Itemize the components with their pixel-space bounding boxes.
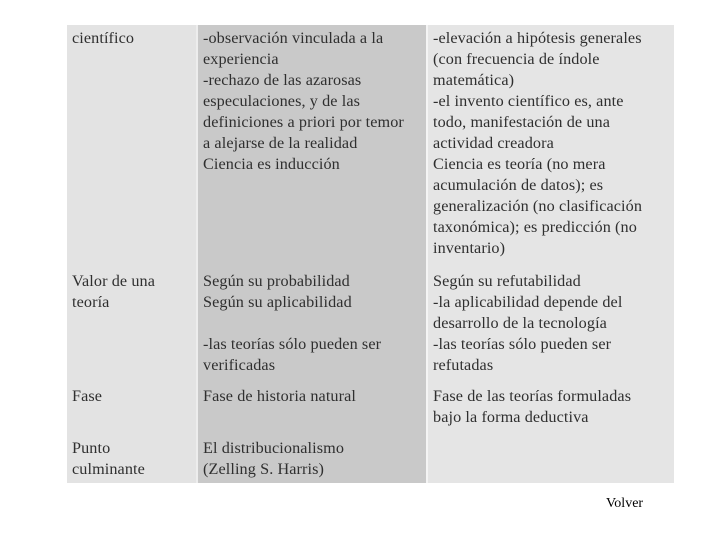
row-label: científico bbox=[72, 29, 135, 47]
row-label: culminante bbox=[72, 460, 145, 478]
table-row-cientifico bbox=[67, 25, 674, 259]
cell-line: Según su probabilidad bbox=[203, 272, 350, 290]
inductive-column-cell bbox=[197, 259, 427, 376]
row-label-cell bbox=[67, 376, 197, 428]
cell-line: -la aplicabilidad depende del bbox=[433, 293, 623, 311]
inductive-column-cell bbox=[197, 25, 427, 259]
back-link[interactable]: Volver bbox=[606, 496, 644, 511]
deductive-column-cell bbox=[427, 376, 674, 428]
row-label-cell bbox=[67, 428, 197, 483]
row-label: Fase bbox=[72, 387, 103, 405]
cell-line: actividad creadora bbox=[433, 134, 554, 152]
cell-line: experiencia bbox=[203, 50, 279, 68]
cell-line: taxonómica); es predicción (no bbox=[433, 218, 637, 236]
cell-line: especulaciones, y de las bbox=[203, 92, 361, 110]
cell-line: definiciones a priori por temor bbox=[203, 113, 404, 131]
blank-line bbox=[203, 313, 426, 334]
deductive-column-cell bbox=[427, 428, 674, 483]
cell-line: -las teorías sólo pueden ser bbox=[203, 335, 382, 353]
deductive-column-cell bbox=[427, 259, 674, 376]
comparison-table bbox=[67, 25, 674, 483]
comparison-table-image bbox=[67, 25, 674, 483]
table-row-fase bbox=[67, 376, 674, 428]
table-row-valor-teoria bbox=[67, 259, 674, 376]
row-label-cell bbox=[67, 25, 197, 259]
cell-line: (Zelling S. Harris) bbox=[203, 460, 325, 478]
row-label-cell bbox=[67, 259, 197, 376]
cell-line: verificadas bbox=[203, 356, 276, 374]
cell-line: Fase de historia natural bbox=[203, 387, 356, 405]
cell-line: -rechazo de las azarosas bbox=[203, 71, 362, 89]
cell-line: refutadas bbox=[433, 356, 494, 374]
cell-line: -el invento científico es, ante bbox=[433, 92, 624, 110]
cell-line: Ciencia es inducción bbox=[203, 155, 340, 173]
cell-line: (con frecuencia de índole bbox=[433, 50, 600, 68]
cell-line: Según su aplicabilidad bbox=[203, 293, 352, 311]
cell-line: bajo la forma deductiva bbox=[433, 408, 589, 426]
inductive-column-cell bbox=[197, 428, 427, 483]
cell-line: inventario) bbox=[433, 239, 506, 257]
cell-line: Fase de las teorías formuladas bbox=[433, 387, 632, 405]
row-label: Punto bbox=[72, 439, 111, 457]
inductive-column-cell bbox=[197, 376, 427, 428]
cell-line: -observación vinculada a la bbox=[203, 29, 384, 47]
row-label: Valor de una bbox=[72, 272, 156, 290]
cell-line: a alejarse de la realidad bbox=[203, 134, 358, 152]
cell-line: matemática) bbox=[433, 71, 515, 89]
table-row-punto-culminante bbox=[67, 428, 674, 483]
cell-line: Según su refutabilidad bbox=[433, 272, 581, 290]
deductive-column-cell bbox=[427, 25, 674, 259]
cell-line: Ciencia es teoría (no mera bbox=[433, 155, 606, 173]
cell-line: -las teorías sólo pueden ser bbox=[433, 335, 612, 353]
row-label: teoría bbox=[72, 293, 110, 311]
cell-line: acumulación de datos); es bbox=[433, 176, 604, 194]
cell-line: todo, manifestación de una bbox=[433, 113, 611, 131]
cell-line: desarrollo de la tecnología bbox=[433, 314, 607, 332]
cell-line: El distribucionalismo bbox=[203, 439, 345, 457]
cell-line: -elevación a hipótesis generales bbox=[433, 29, 642, 47]
cell-line: generalización (no clasificación bbox=[433, 197, 643, 215]
